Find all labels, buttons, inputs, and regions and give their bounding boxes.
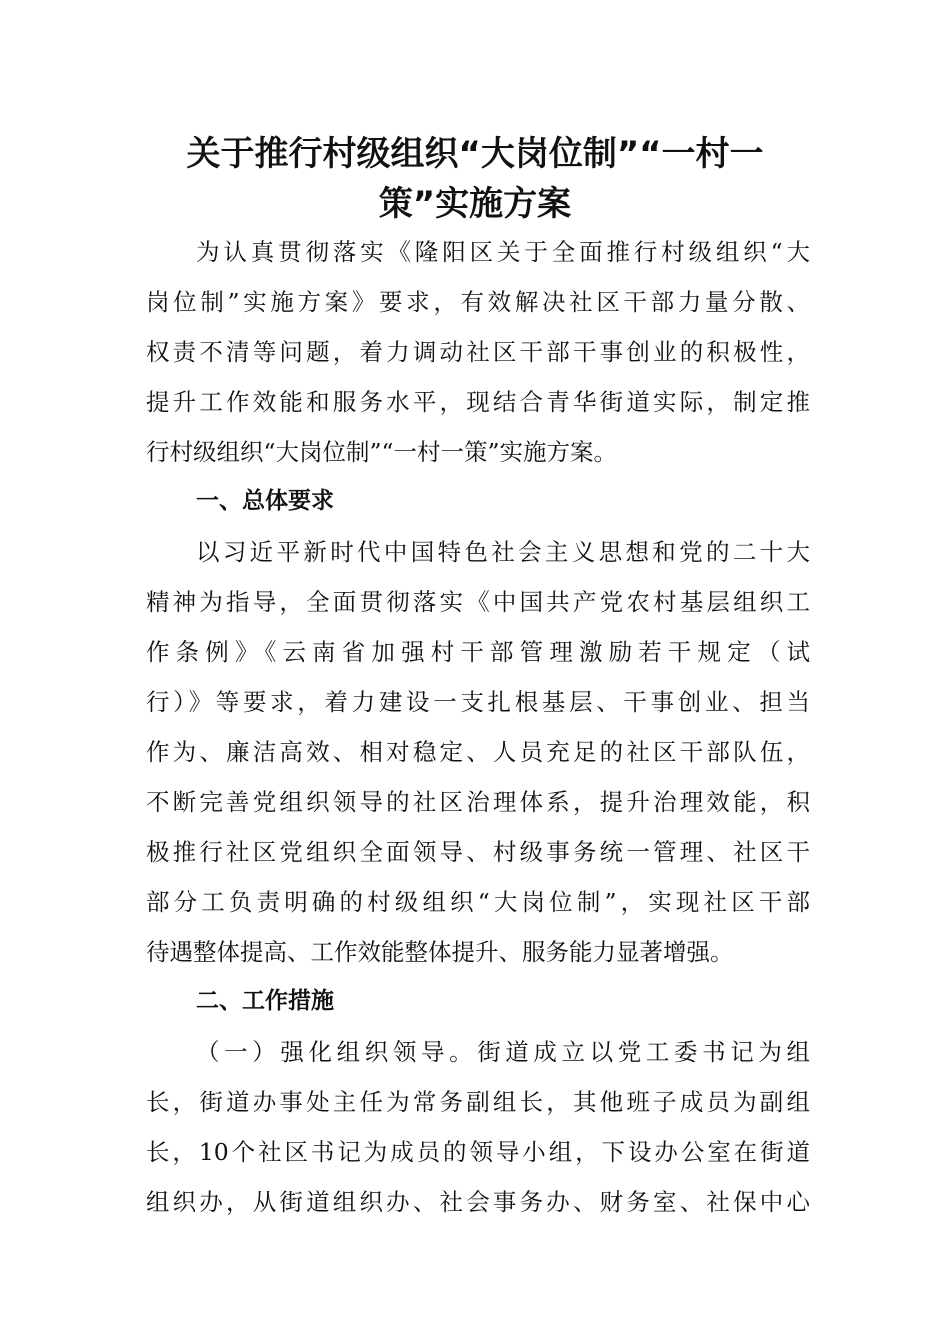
section1-line: 不断完善党组织领导的社区治理体系，提升治理效能，积 bbox=[146, 788, 810, 816]
section1-line: 行）》等要求，着力建设一支扎根基层、干事创业、担当 bbox=[146, 688, 810, 716]
section-heading-general-requirements: 一、总体要求 bbox=[196, 488, 334, 514]
intro-line: 权责不清等问题，着力调动社区干部干事创业的积极性， bbox=[146, 338, 810, 366]
intro-line: 岗位制”实施方案》要求，有效解决社区干部力量分散、 bbox=[146, 288, 810, 316]
section1-line: 待遇整体提高、工作效能整体提升、服务能力显著增强。 bbox=[146, 938, 734, 966]
section1-line: 部分工负责明确的村级组织“大岗位制”，实现社区干部 bbox=[146, 888, 810, 916]
document-title-line-2: 策”实施方案 bbox=[378, 184, 572, 224]
intro-line: 为认真贯彻落实《隆阳区关于全面推行村级组织“大 bbox=[196, 238, 810, 266]
section1-line: 精神为指导，全面贯彻落实《中国共产党农村基层组织工 bbox=[146, 588, 810, 616]
section1-line: 以习近平新时代中国特色社会主义思想和党的二十大 bbox=[196, 538, 810, 566]
document-title-line-1: 关于推行村级组织“大岗位制”“一村一 bbox=[186, 134, 764, 174]
section2-line: （一）强化组织领导。街道成立以党工委书记为组 bbox=[196, 1038, 810, 1066]
section1-line: 作条例》《云南省加强村干部管理激励若干规定（试 bbox=[146, 638, 810, 666]
section1-line: 作为、廉洁高效、相对稳定、人员充足的社区干部队伍， bbox=[146, 738, 810, 766]
section1-line: 极推行社区党组织全面领导、村级事务统一管理、社区干 bbox=[146, 838, 810, 866]
intro-line: 行村级组织“大岗位制”“一村一策”实施方案。 bbox=[146, 438, 618, 466]
section2-line: 长，10个社区书记为成员的领导小组，下设办公室在街道 bbox=[146, 1138, 810, 1166]
intro-line: 提升工作效能和服务水平，现结合青华街道实际，制定推 bbox=[146, 388, 810, 416]
section-heading-work-measures: 二、工作措施 bbox=[196, 988, 334, 1014]
section2-line: 组织办，从街道组织办、社会事务办、财务室、社保中心 bbox=[146, 1188, 810, 1216]
section2-line: 长，街道办事处主任为常务副组长，其他班子成员为副组 bbox=[146, 1088, 810, 1116]
